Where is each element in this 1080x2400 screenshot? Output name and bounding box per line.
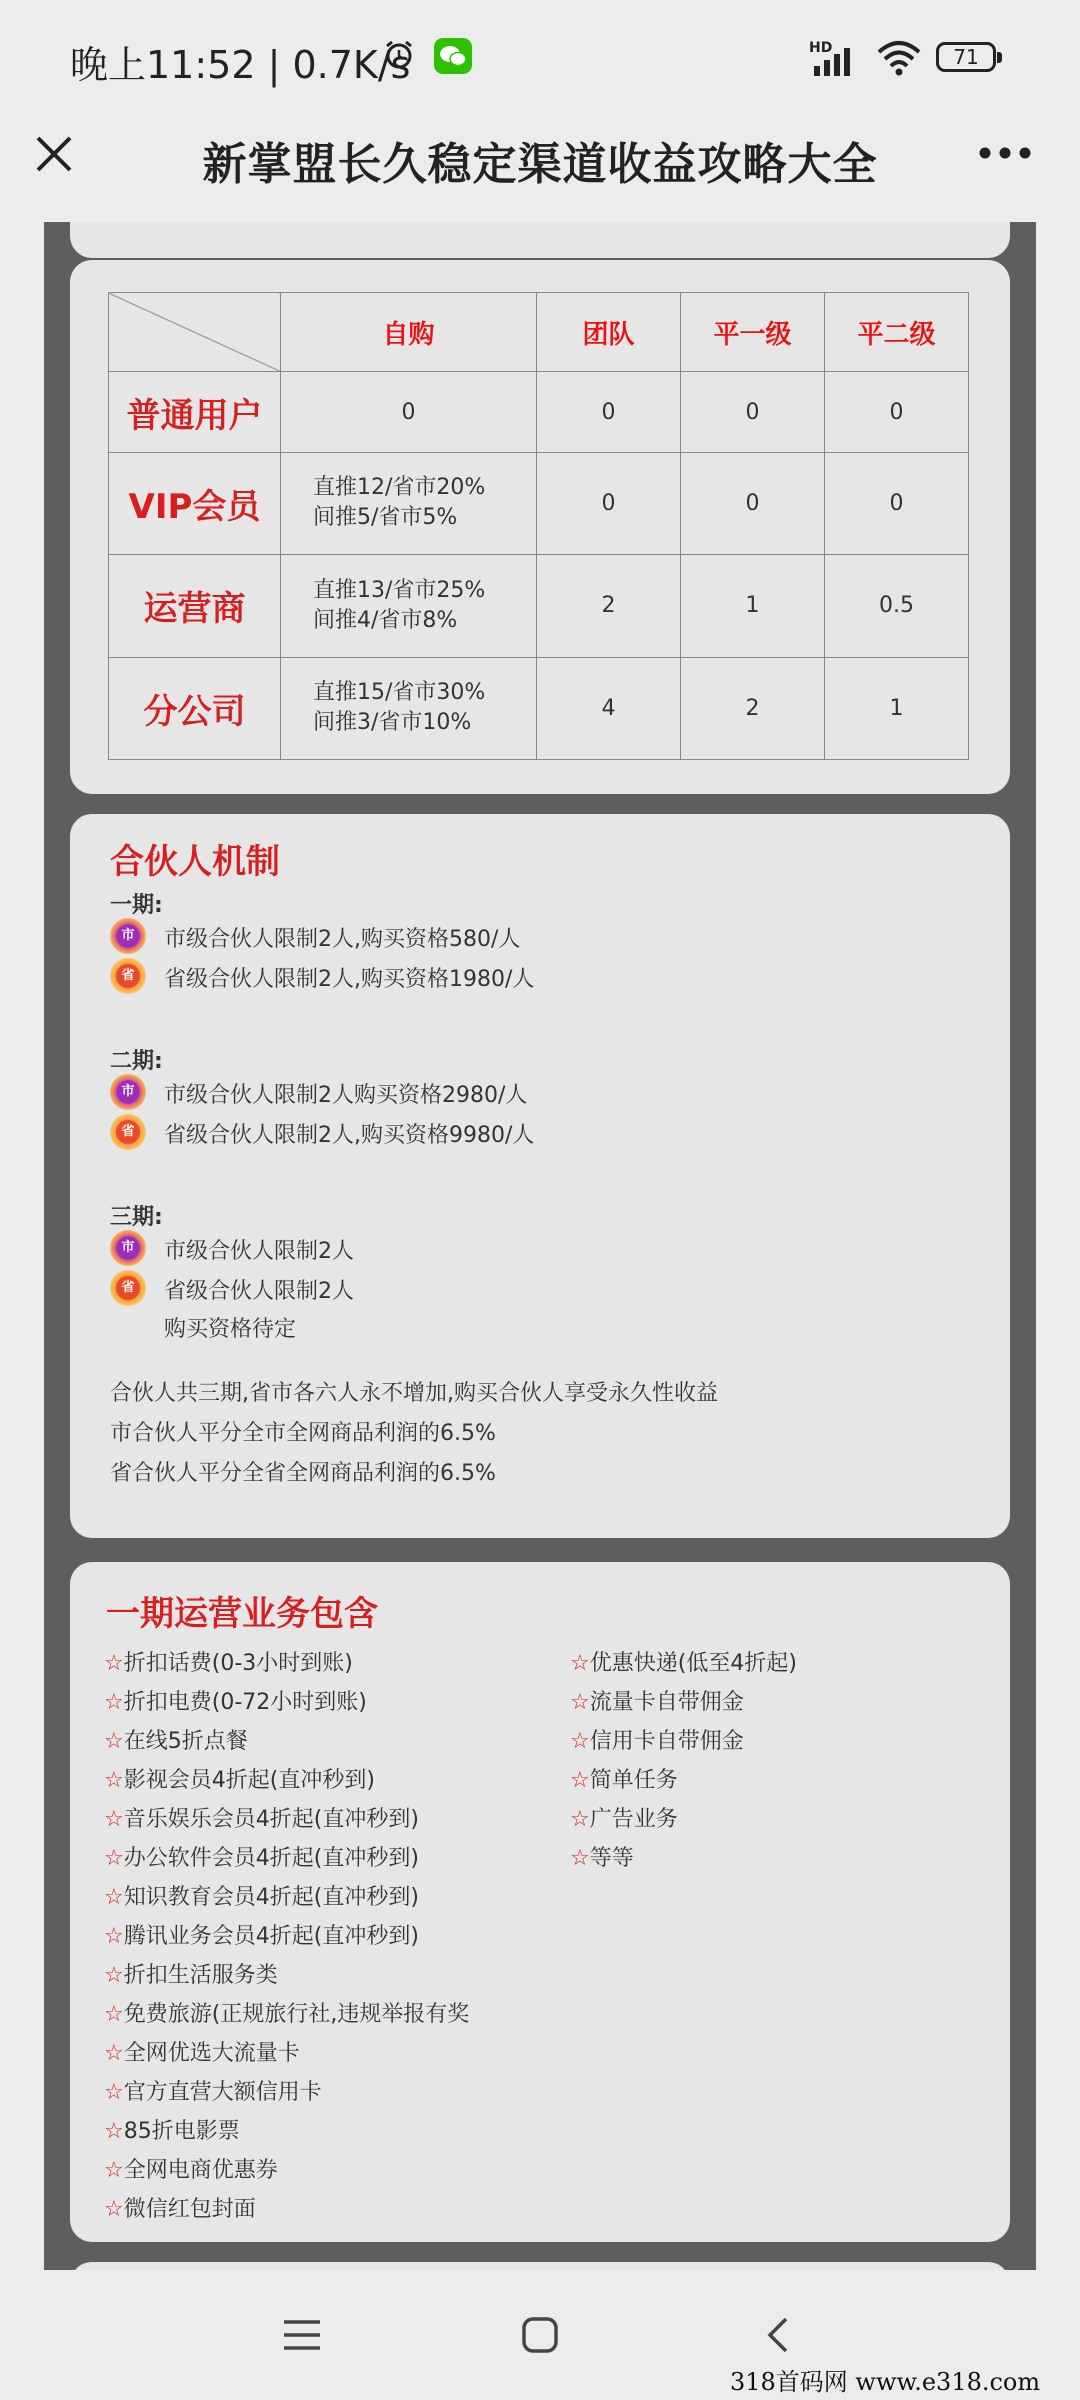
table-corner-cell xyxy=(109,293,281,372)
partner-line: 市级合伙人限制2人 xyxy=(164,1239,354,1264)
badge-prov-text: 省 xyxy=(121,968,135,983)
operation-item-label: 在线5折点餐 xyxy=(123,1729,248,1754)
alarm-icon xyxy=(384,40,414,70)
cell-level1: 0 xyxy=(681,372,825,452)
star-icon: ☆ xyxy=(570,1768,590,1793)
commission-table xyxy=(108,292,969,760)
self-line-indirect: 间推4/省市8% xyxy=(313,607,458,633)
star-icon: ☆ xyxy=(104,2119,124,2144)
watermark-text: 318首码网 www.e318.com xyxy=(730,2368,1041,2396)
partner-line: 省级合伙人限制2人,购买资格9980/人 xyxy=(164,1123,535,1148)
partner-line: 省级合伙人限制2人 xyxy=(164,1279,354,1304)
city-partner-badge-icon xyxy=(110,918,146,954)
cell-team: 4 xyxy=(537,657,681,759)
column-header: 团队 xyxy=(537,293,681,372)
operation-item-label: 信用卡自带佣金 xyxy=(589,1729,744,1754)
column-header: 自购 xyxy=(281,293,537,372)
operation-item xyxy=(104,2036,300,2067)
partner-summary-line: 省合伙人平分全省全网商品利润的6.5% xyxy=(110,1461,496,1486)
wechat-icon xyxy=(434,38,472,74)
operation-item-label: 官方直营大额信用卡 xyxy=(123,2080,322,2105)
operation-item-label: 折扣话费(0-3小时到账) xyxy=(123,1651,353,1676)
star-icon: ☆ xyxy=(104,1846,124,1871)
article-content[interactable] xyxy=(44,222,1036,2270)
next-card xyxy=(70,2262,1010,2270)
cell-self-purchase xyxy=(281,452,537,554)
operation-item-label: 折扣电费(0-72小时到账) xyxy=(123,1690,367,1715)
cell-self-purchase xyxy=(281,657,537,759)
operation-item-label: 简单任务 xyxy=(589,1768,678,1793)
phase-label: 一期: xyxy=(110,893,163,918)
cell-level2: 0.5 xyxy=(825,555,969,657)
operation-item-label: 广告业务 xyxy=(589,1807,678,1832)
star-icon: ☆ xyxy=(570,1651,590,1676)
star-icon: ☆ xyxy=(104,1768,124,1793)
operation-item xyxy=(104,2192,256,2223)
operation-item-label: 微信红包封面 xyxy=(123,2197,256,2222)
operation-item-label: 折扣生活服务类 xyxy=(123,1963,278,1988)
operation-item-label: 全网优选大流量卡 xyxy=(123,2041,300,2066)
previous-card xyxy=(70,222,1010,258)
battery-indicator xyxy=(936,42,996,72)
star-icon: ☆ xyxy=(104,1729,124,1754)
table-row xyxy=(109,372,969,452)
star-icon: ☆ xyxy=(104,1885,124,1910)
phase-label: 二期: xyxy=(110,1049,163,1074)
cell-level2: 1 xyxy=(825,657,969,759)
self-line-direct: 直推15/省市30% xyxy=(313,680,486,706)
star-icon: ☆ xyxy=(104,2041,124,2066)
operation-item-label: 优惠快递(低至4折起) xyxy=(589,1651,797,1676)
wifi-icon xyxy=(874,38,924,76)
operation-item xyxy=(570,1685,744,1716)
back-icon[interactable] xyxy=(764,2315,792,2355)
operation-item xyxy=(104,1802,419,1833)
operation-item xyxy=(104,1919,419,1950)
operation-item-label: 全网电商优惠券 xyxy=(123,2158,278,2183)
star-icon: ☆ xyxy=(104,2002,124,2027)
more-options-icon[interactable] xyxy=(978,146,1032,160)
operation-item xyxy=(104,1763,375,1794)
cell-level1: 1 xyxy=(681,555,825,657)
badge-city-text: 市 xyxy=(121,1084,135,1099)
menu-icon[interactable] xyxy=(282,2318,322,2352)
operation-item xyxy=(104,1841,419,1872)
cell-team: 0 xyxy=(537,372,681,452)
cell-level1: 2 xyxy=(681,657,825,759)
badge-city-text: 市 xyxy=(121,928,135,943)
table-row xyxy=(109,657,969,759)
row-header: 运营商 xyxy=(109,555,281,657)
cell-self-purchase: 0 xyxy=(281,372,537,452)
star-icon: ☆ xyxy=(104,1963,124,1988)
operation-item-label: 等等 xyxy=(589,1846,634,1871)
status-bar xyxy=(0,0,1080,118)
self-line-direct: 直推12/省市20% xyxy=(313,475,486,501)
self-line-indirect: 间推3/省市10% xyxy=(313,710,472,736)
table-row xyxy=(109,452,969,554)
operation-item xyxy=(570,1646,797,1677)
cell-level1: 0 xyxy=(681,452,825,554)
operation-item-label: 知识教育会员4折起(直冲秒到) xyxy=(123,1885,419,1910)
star-icon: ☆ xyxy=(104,2080,124,2105)
operation-item-label: 影视会员4折起(直冲秒到) xyxy=(123,1768,375,1793)
badge-prov-text: 省 xyxy=(121,1280,135,1295)
star-icon: ☆ xyxy=(104,2197,124,2222)
city-partner-badge-icon xyxy=(110,1230,146,1266)
star-icon: ☆ xyxy=(104,1651,124,1676)
operation-item-label: 办公软件会员4折起(直冲秒到) xyxy=(123,1846,419,1871)
operation-item-label: 腾讯业务会员4折起(直冲秒到) xyxy=(123,1924,419,1949)
operation-item xyxy=(104,1997,469,2028)
row-header: VIP会员 xyxy=(109,452,281,554)
operation-item xyxy=(570,1724,744,1755)
star-icon: ☆ xyxy=(570,1729,590,1754)
self-line-indirect: 间推5/省市5% xyxy=(313,505,458,531)
network-type-label: HD xyxy=(809,40,833,56)
partner-line: 省级合伙人限制2人,购买资格1980/人 xyxy=(164,967,535,992)
operation-item-label: 流量卡自带佣金 xyxy=(589,1690,744,1715)
star-icon: ☆ xyxy=(570,1690,590,1715)
cell-team: 2 xyxy=(537,555,681,657)
operation-item xyxy=(104,2153,278,2184)
partner-line: 市级合伙人限制2人购买资格2980/人 xyxy=(164,1083,528,1108)
province-partner-badge-icon xyxy=(110,958,146,994)
operation-item xyxy=(104,1724,248,1755)
cell-level2: 0 xyxy=(825,372,969,452)
battery-level: 71 xyxy=(953,45,979,69)
star-icon: ☆ xyxy=(104,1690,124,1715)
partner-summary-line: 市合伙人平分全市全网商品利润的6.5% xyxy=(110,1421,496,1446)
operation-item xyxy=(104,1685,367,1716)
cell-level2: 0 xyxy=(825,452,969,554)
operation-item xyxy=(104,1958,278,1989)
operation-item xyxy=(104,2114,240,2145)
status-time: 晚上11:52 | 0.7K/s xyxy=(70,43,411,87)
partner-title: 合伙人机制 xyxy=(110,842,280,882)
operation-item-label: 音乐娱乐会员4折起(直冲秒到) xyxy=(123,1807,419,1832)
table-header-row xyxy=(109,293,969,372)
partner-mechanism-card xyxy=(70,814,1010,1538)
self-line-direct: 直推13/省市25% xyxy=(313,577,486,603)
commission-table-card xyxy=(70,260,1010,794)
operation-item-label: 85折电影票 xyxy=(123,2119,240,2144)
province-partner-badge-icon xyxy=(110,1114,146,1150)
operations-card xyxy=(70,1562,1010,2242)
column-header: 平一级 xyxy=(681,293,825,372)
operation-item-label: 免费旅游(正规旅行社,违规举报有奖 xyxy=(123,2002,470,2027)
city-partner-badge-icon xyxy=(110,1074,146,1110)
page-title: 新掌盟长久稳定渠道收益攻略大全 xyxy=(202,139,878,190)
star-icon: ☆ xyxy=(104,2158,124,2183)
signal-icon xyxy=(810,42,862,76)
operation-item xyxy=(570,1802,678,1833)
operation-item xyxy=(570,1841,634,1872)
partner-line: 市级合伙人限制2人,购买资格580/人 xyxy=(164,927,521,952)
home-icon[interactable] xyxy=(520,2315,560,2355)
phase-label: 三期: xyxy=(110,1205,163,1230)
province-partner-badge-icon xyxy=(110,1270,146,1306)
operation-item xyxy=(104,2075,322,2106)
operation-item xyxy=(570,1763,678,1794)
row-header: 普通用户 xyxy=(109,372,281,452)
star-icon: ☆ xyxy=(104,1807,124,1832)
star-icon: ☆ xyxy=(104,1924,124,1949)
operations-title: 一期运营业务包含 xyxy=(106,1594,378,1634)
row-header: 分公司 xyxy=(109,657,281,759)
badge-prov-text: 省 xyxy=(121,1124,135,1139)
table-row xyxy=(109,555,969,657)
badge-city-text: 市 xyxy=(121,1240,135,1255)
star-icon: ☆ xyxy=(570,1807,590,1832)
cell-team: 0 xyxy=(537,452,681,554)
column-header: 平二级 xyxy=(825,293,969,372)
star-icon: ☆ xyxy=(570,1846,590,1871)
partner-line: 购买资格待定 xyxy=(164,1317,297,1342)
operation-item xyxy=(104,1646,353,1677)
cell-self-purchase xyxy=(281,555,537,657)
partner-summary-line: 合伙人共三期,省市各六人永不增加,购买合伙人享受永久性收益 xyxy=(110,1381,718,1406)
operation-item xyxy=(104,1880,419,1911)
